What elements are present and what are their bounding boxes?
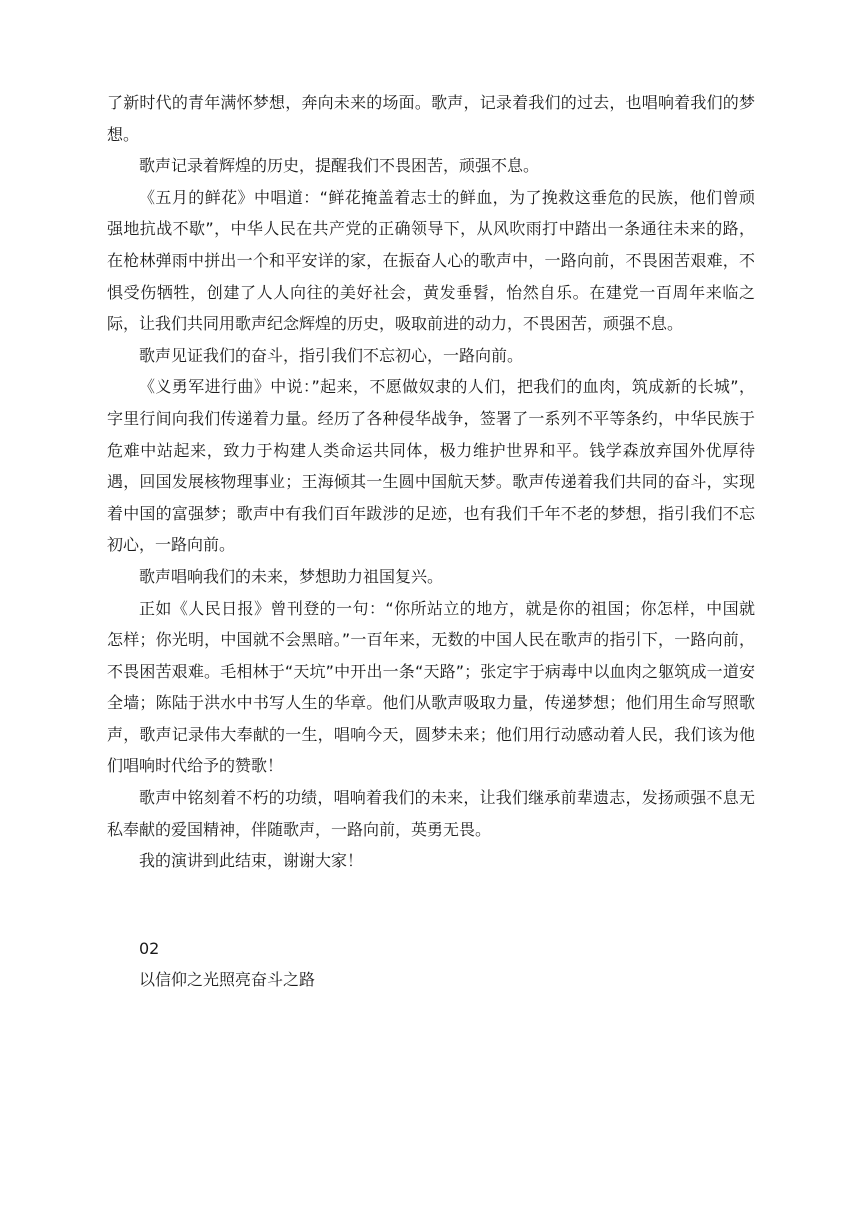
document-page <box>107 87 755 996</box>
paragraph-8: 歌声中铭刻着不朽的功绩，唱响着我们的未来，让我们继承前辈遗志，发扬顽强不息无私奉献的爱国精神，伴随歌声，一路向前，英勇无畏。 <box>107 788 755 839</box>
paragraph-9: 我的演讲到此结束，谢谢大家！ <box>139 851 364 871</box>
section-title: 以信仰之光照亮奋斗之路 <box>139 970 316 990</box>
paragraph-2: 歌声记录着辉煌的历史，提醒我们不畏困苦，顽强不息。 <box>139 156 540 176</box>
paragraph-3: 《五月的鲜花》中唱道：“鲜花掩盖着志士的鲜血，为了挽救这垂危的民族，他们曾顽强地抗战不歇”，中华人民在共产党的正确领导下，从风吹雨打中踏出一条通往未来的路，在枪林弹雨中拼出一个和平安详的家，在振奋人心的歌声中，一路向前，不畏困苦艰难，不惧受伤牺牲，创建了人人向往的美好社会，黄发垂髫，怡然自乐。在建党一百周年来临之际，让我们共同用歌声纪念辉煌的历史，吸取前进的动力，不畏困苦，顽强不息。 <box>107 187 755 334</box>
section-spacer <box>107 877 755 933</box>
paragraph-5: 《义勇军进行曲》中说：”起来，不愿做奴隶的人们，把我们的血肉，筑成新的长城”，字里行间向我们传递着力量。经历了各种侵华战争，签署了一系列不平等条约，中华民族于危难中站起来，致力于构建人类命运共同体，极力维护世界和平。钱学森放弃国外优厚待遇，回国发展核物理事业；王海倾其一生圆中国航天梦。歌声传递着我们共同的奋斗，实现着中国的富强梦；歌声中有我们百年跋涉的足迹，也有我们千年不老的梦想，指引我们不忘初心，一路向前。 <box>107 377 755 555</box>
paragraph-4: 歌声见证我们的奋斗，指引我们不忘初心，一路向前。 <box>139 345 524 365</box>
paragraph-6: 歌声唱响我们的未来，梦想助力祖国复兴。 <box>139 566 444 586</box>
paragraph-7: 正如《人民日报》曾刊登的一句：“你所站立的地方，就是你的祖国；你怎样，中国就怎样；你光明，中国就不会黑暗。”一百年来，无数的中国人民在歌声的指引下，一路向前，不畏困苦艰难。毛相林于“天坑”中开出一条“天路”；张定宇于病毒中以血肉之躯筑成一道安全墙；陈陆于洪水中书写人生的华章。他们从歌声吸取力量，传递梦想；他们用生命写照歌声，歌声记录伟大奉献的一生，唱响今天，圆梦未来；他们用行动感动着人民，我们该为他们唱响时代给予的赞歌！ <box>107 598 755 776</box>
paragraph-1: 了新时代的青年满怀梦想，奔向未来的场面。歌声，记录着我们的过去，也唱响着我们的梦想。 <box>107 93 755 144</box>
section-number: 02 <box>139 938 160 958</box>
